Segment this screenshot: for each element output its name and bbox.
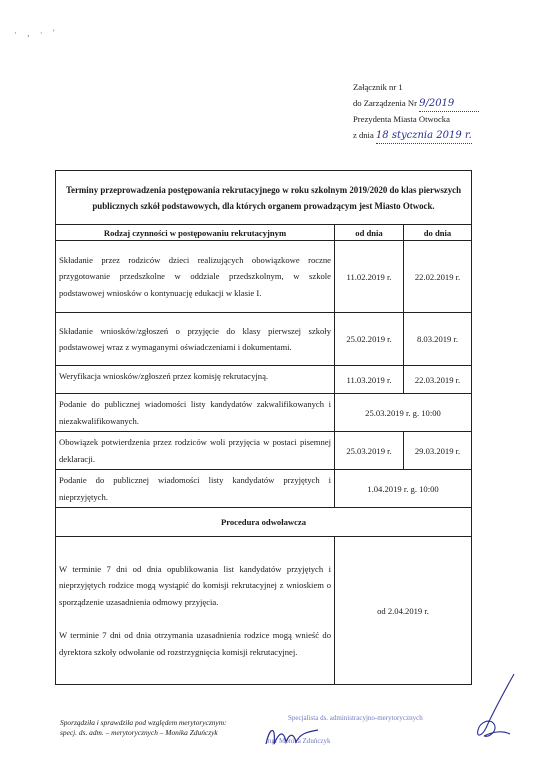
regulation-date: 18 stycznia 2019 r. [376, 128, 472, 145]
prepared-by-note [60, 718, 227, 738]
appeal-paragraph-2: W terminie 7 dni od dnia otrzymania uzasadnienia rodzice mogą wnieść do dyrektora szkoły odwołanie od rozstrzygnięcia komisji rekrutacyjnej. [59, 629, 331, 657]
stamp-line-1: Specjalista ds. administracyjno-merytorycznych [288, 714, 423, 722]
table-row [56, 366, 472, 394]
paraph-signature-icon [464, 672, 524, 744]
row-date-to: 22.03.2019 r. [404, 366, 472, 394]
row-activity: Podanie do publicznej wiadomości listy kandydatów przyjętych i nieprzyjętych. [56, 470, 335, 508]
column-header-activity: Rodzaj czynności w postępowaniu rekrutacyjnym [56, 225, 335, 241]
recruitment-schedule-table [55, 170, 472, 685]
header-line-4-prefix: z dnia [353, 129, 374, 140]
table-title: Terminy przeprowadzenia postępowania rekrutacyjnego w roku szkolnym 2019/2020 do klas pierwszych publicznych szkół podstawowych, dla których organem prowadzącym jest Miasto Otwock. [56, 171, 472, 225]
row-activity: Podanie do publicznej wiadomości listy kandydatów zakwalifikowanych i niezakwalifikowanych. [56, 394, 335, 432]
appeal-paragraph-1: W terminie 7 dni od dnia opublikowania list kandydatów przyjętych i nieprzyjętych rodzice mogą wystąpić do komisji rekrutacyjnej z wnioskiem o sporządzenie uzasadnienia odmowy przyjęcia. [59, 563, 331, 608]
row-date-from: 25.03.2019 r. [335, 432, 404, 470]
appeal-row [56, 537, 472, 685]
regulation-number: 9/2019 [419, 96, 479, 113]
row-date: 1.04.2019 r. g. 10:00 [335, 470, 472, 508]
row-activity: Obowiązek potwierdzenia przez rodziców woli przyjęcia w postaci pisemnej deklaracji. [56, 432, 335, 470]
row-date-to: 22.02.2019 r. [404, 241, 472, 313]
column-header-from: od dnia [335, 225, 404, 241]
column-header-to: do dnia [404, 225, 472, 241]
prepared-by-line-1: Sporządziła i sprawdziła pod względem merytorycznym: [60, 718, 227, 727]
header-line-3: Prezydenta Miasta Otwocka [353, 114, 450, 124]
header-line-2 [353, 96, 479, 113]
row-date-to: 29.03.2019 r. [404, 432, 472, 470]
row-activity: Składanie przez rodziców dzieci realizujących obowiązkowe roczne przygotowanie przedszkolne w oddziale przedszkolnym, w szkole podstawowej wniosków o kontynuację edukacji w klasie I. [56, 241, 335, 313]
handwritten-signature-icon [262, 722, 322, 752]
prepared-by-line-2: specj. ds. adm. – merytorycznych – Monika Zduńczyk [60, 728, 218, 737]
row-date-from: 11.03.2019 r. [335, 366, 404, 394]
scan-specks: · , · ' [14, 28, 59, 38]
row-date-to: 8.03.2019 r. [404, 313, 472, 366]
appeal-description [56, 537, 335, 685]
table-row [56, 313, 472, 366]
header-line-1: Załącznik nr 1 [353, 82, 403, 92]
row-activity: Składanie wniosków/zgłoszeń o przyjęcie do klasy pierwszej szkoły podstawowej wraz z wymaganymi oświadczeniami i dokumentami. [56, 313, 335, 366]
table-row [56, 241, 472, 313]
table-row [56, 394, 472, 432]
appeal-date: od 2.04.2019 r. [335, 537, 472, 685]
row-date-from: 11.02.2019 r. [335, 241, 404, 313]
table-row [56, 470, 472, 508]
table-row [56, 432, 472, 470]
header-line-4 [353, 128, 479, 145]
row-date-from: 25.02.2019 r. [335, 313, 404, 366]
row-date: 25.03.2019 r. g. 10:00 [335, 394, 472, 432]
header-line-2-prefix: do Zarządzenia Nr [353, 97, 417, 108]
row-activity: Weryfikacja wniosków/zgłoszeń przez komisję rekrutacyjną. [56, 366, 335, 394]
appeal-procedure-heading: Procedura odwoławcza [56, 508, 472, 537]
attachment-header [353, 80, 479, 144]
stamp-line-2: mgr Monika Zduńczyk [266, 737, 331, 745]
